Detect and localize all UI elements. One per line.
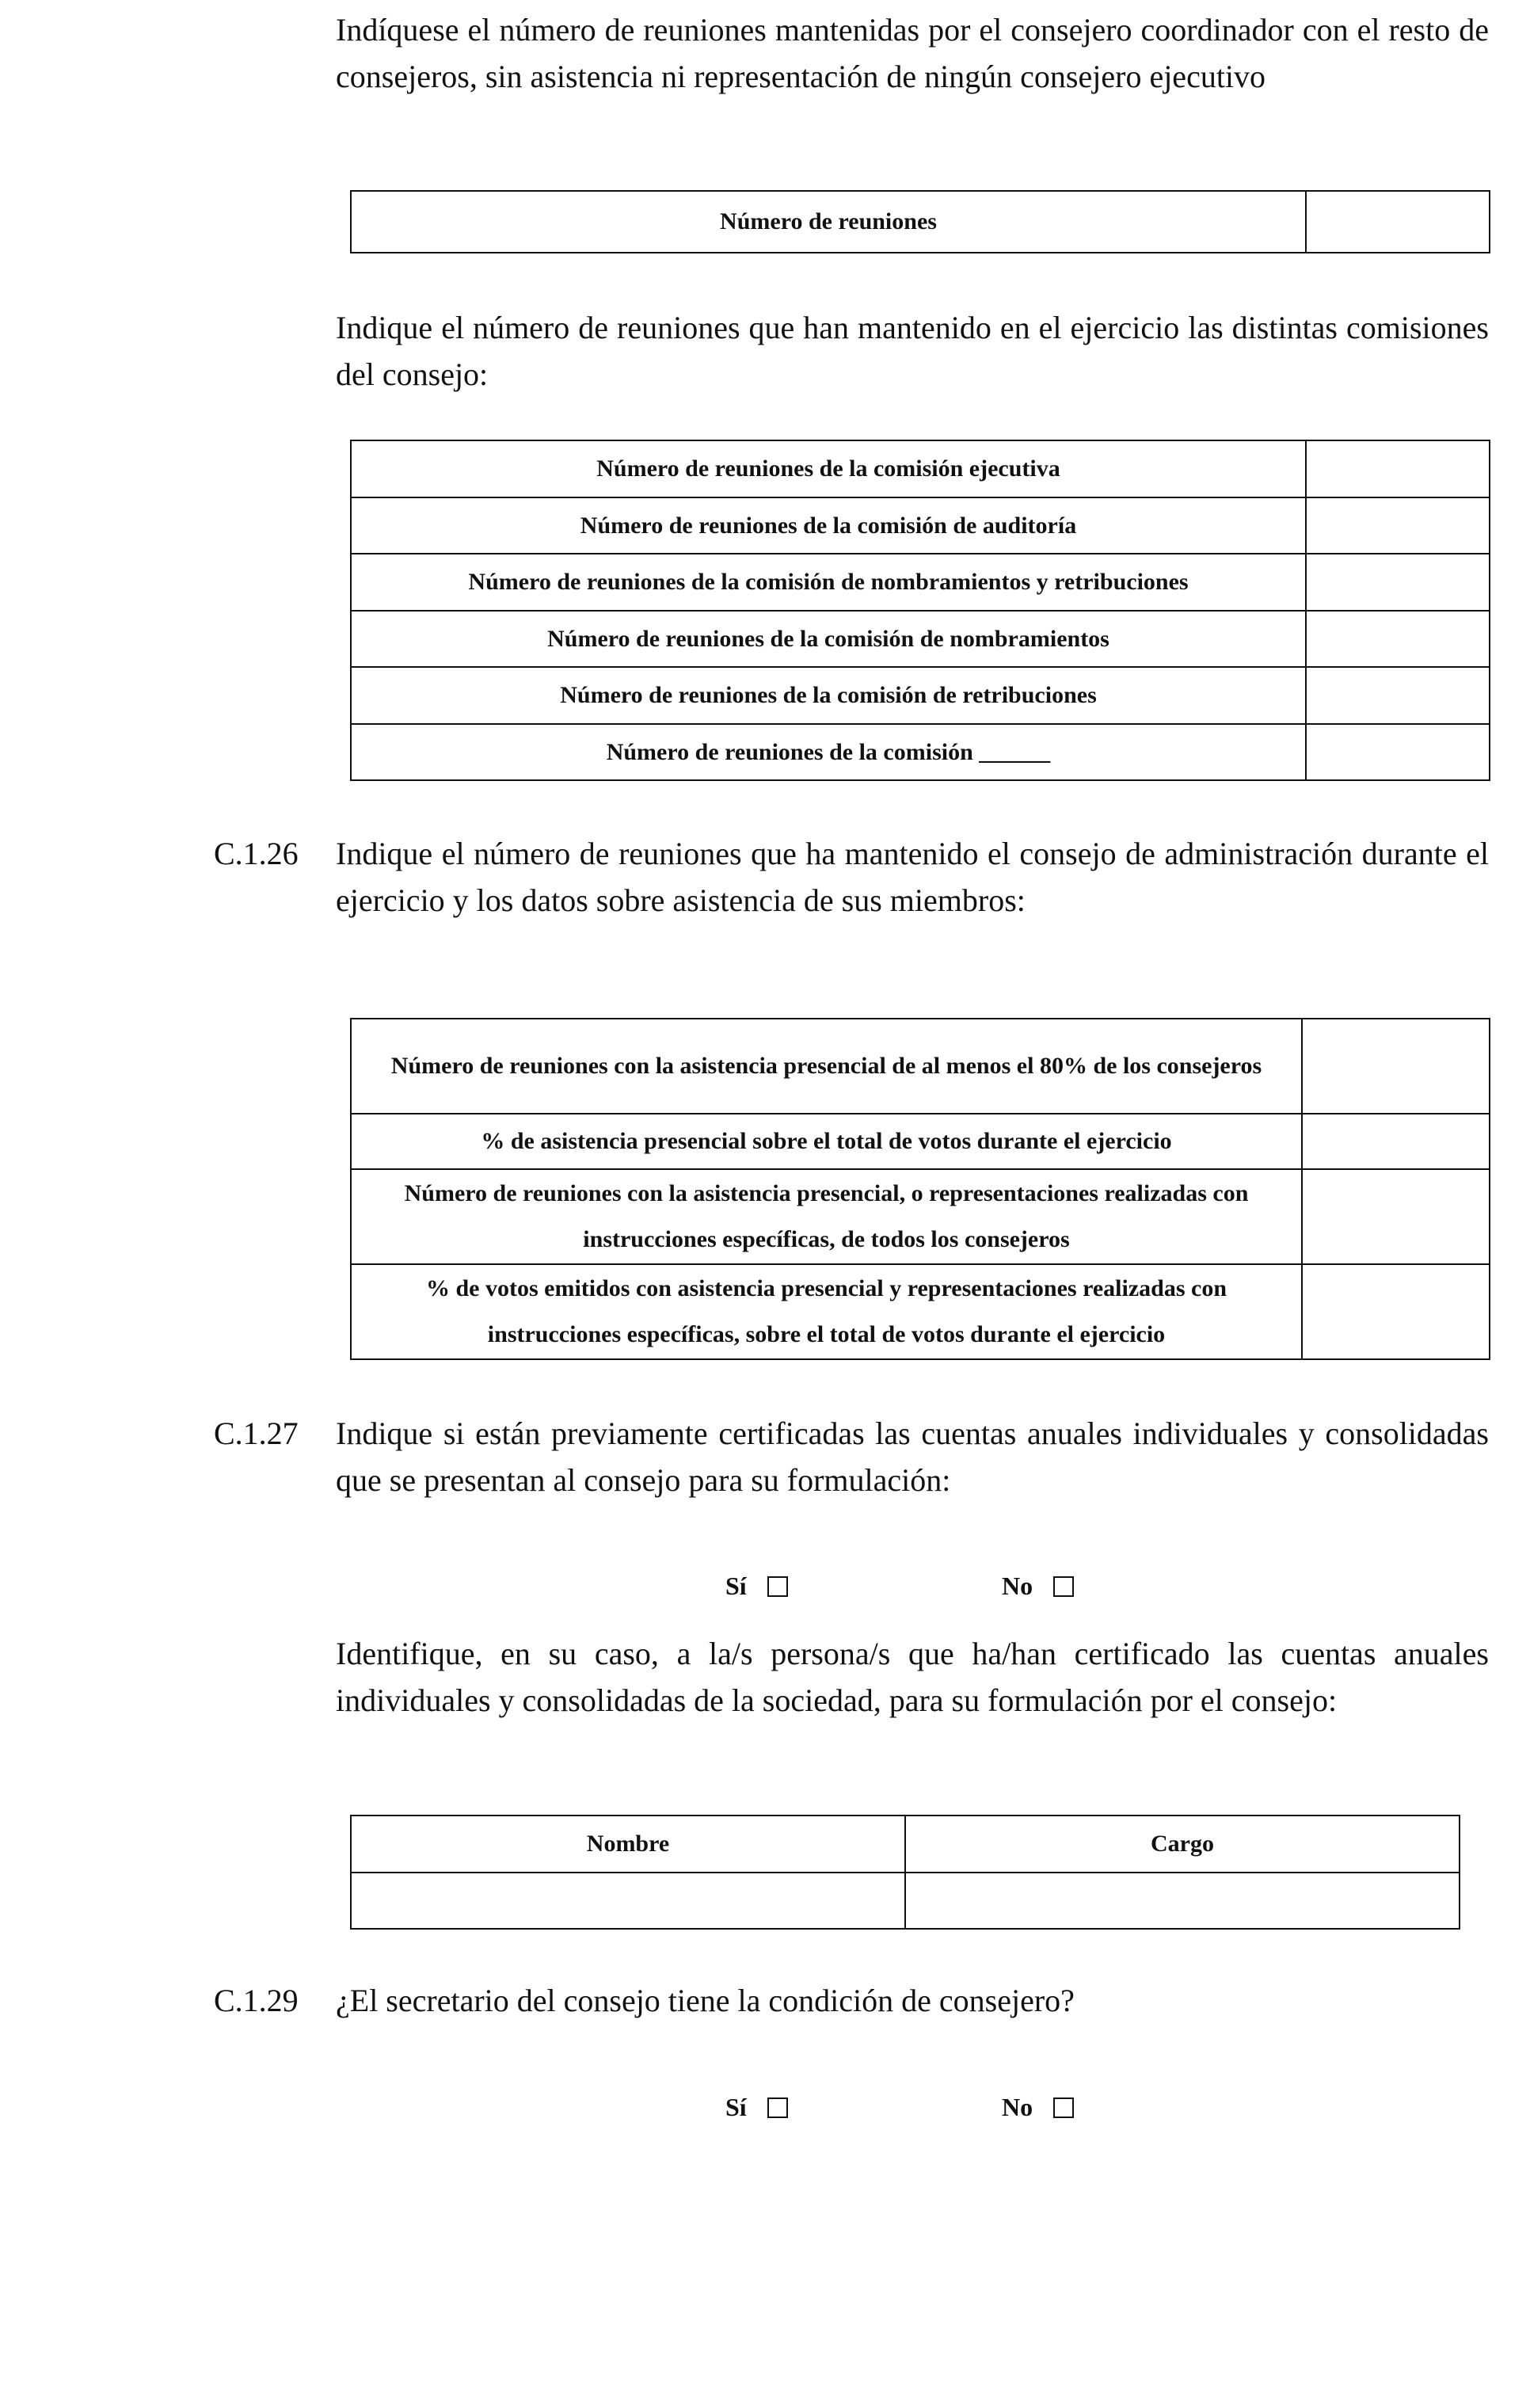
value-cell[interactable] [1306, 667, 1490, 724]
value-cell[interactable] [1302, 1019, 1490, 1114]
commissions-table [350, 440, 1490, 781]
value-cell[interactable] [1306, 497, 1490, 554]
c126-paragraph: Indique el número de reuniones que ha mantenido el consejo de administración durante el ejercicio y los datos sobre asistencia de sus miembros: [336, 836, 1489, 918]
yes-checkbox[interactable] [767, 2097, 788, 2118]
value-cell[interactable] [1306, 611, 1490, 667]
table-row-label: Número de reuniones de la comisión ejecutiva [351, 440, 1306, 497]
no-checkbox[interactable] [1053, 1576, 1074, 1597]
value-cell[interactable] [1306, 724, 1490, 780]
section-number-c126: C.1.26 [214, 836, 299, 871]
attendance-table [350, 1018, 1490, 1360]
value-cell[interactable] [1306, 554, 1490, 611]
value-cell[interactable] [1306, 440, 1490, 497]
section-number-c127: C.1.27 [214, 1415, 299, 1451]
table-row-label: Número de reuniones con la asistencia presencial de al menos el 80% de los consejeros [351, 1019, 1302, 1114]
table-label: Número de reuniones [351, 191, 1306, 253]
table-row-label: Número de reuniones de la comisión de retribuciones [351, 667, 1306, 724]
c129-no-option[interactable] [1002, 2091, 1074, 2123]
value-cell[interactable] [1302, 1114, 1490, 1169]
yes-label: Sí [725, 2093, 747, 2121]
no-checkbox[interactable] [1053, 2097, 1074, 2118]
table-row-label: Número de reuniones de la comisión de auditoría [351, 497, 1306, 554]
yes-label: Sí [725, 1572, 747, 1600]
role-cell[interactable] [905, 1873, 1460, 1929]
table-row-label: Número de reuniones con la asistencia presencial, o representaciones realizadas con instrucciones específicas, de todos los consejeros [351, 1169, 1302, 1264]
yes-checkbox[interactable] [767, 1576, 788, 1597]
name-cell[interactable] [351, 1873, 905, 1929]
c129-yes-option[interactable] [725, 2091, 788, 2123]
identify-paragraph: Identifique, en su caso, a la/s persona/s que ha/han certificado las cuentas anuales individuales y consolidadas de la sociedad, para su formulación por el consejo: [336, 1636, 1489, 1718]
table-row-label: % de votos emitidos con asistencia presencial y representaciones realizadas con instrucciones específicas, sobre el total de votos durante el ejercicio [351, 1264, 1302, 1359]
section-number-c129: C.1.29 [214, 1983, 299, 2018]
certifiers-table [350, 1815, 1460, 1930]
column-header-role: Cargo [905, 1816, 1460, 1873]
value-cell[interactable] [1306, 191, 1490, 253]
commissions-paragraph: Indique el número de reuniones que han mantenido en el ejercicio las distintas comisiones del consejo: [336, 310, 1489, 392]
table-row-label: % de asistencia presencial sobre el total de votos durante el ejercicio [351, 1114, 1302, 1169]
no-label: No [1002, 1572, 1033, 1600]
c127-yes-option[interactable] [725, 1570, 788, 1602]
no-label: No [1002, 2093, 1033, 2121]
table-row-label: Número de reuniones de la comisión de nombramientos y retribuciones [351, 554, 1306, 611]
value-cell[interactable] [1302, 1264, 1490, 1359]
intro-paragraph: Indíquese el número de reuniones mantenidas por el consejero coordinador con el resto de consejeros, sin asistencia ni representación de ningún consejero ejecutivo [336, 12, 1489, 94]
c127-paragraph: Indique si están previamente certificadas las cuentas anuales individuales y consolidadas que se presentan al consejo para su formulación: [336, 1415, 1489, 1498]
column-header-name: Nombre [351, 1816, 905, 1873]
value-cell[interactable] [1302, 1169, 1490, 1264]
c129-paragraph: ¿El secretario del consejo tiene la condición de consejero? [336, 1983, 1075, 2018]
c127-no-option[interactable] [1002, 1570, 1074, 1602]
coordinator-meetings-table [350, 190, 1490, 253]
table-row-label: Número de reuniones de la comisión ______ [351, 724, 1306, 780]
table-row-label: Número de reuniones de la comisión de nombramientos [351, 611, 1306, 667]
